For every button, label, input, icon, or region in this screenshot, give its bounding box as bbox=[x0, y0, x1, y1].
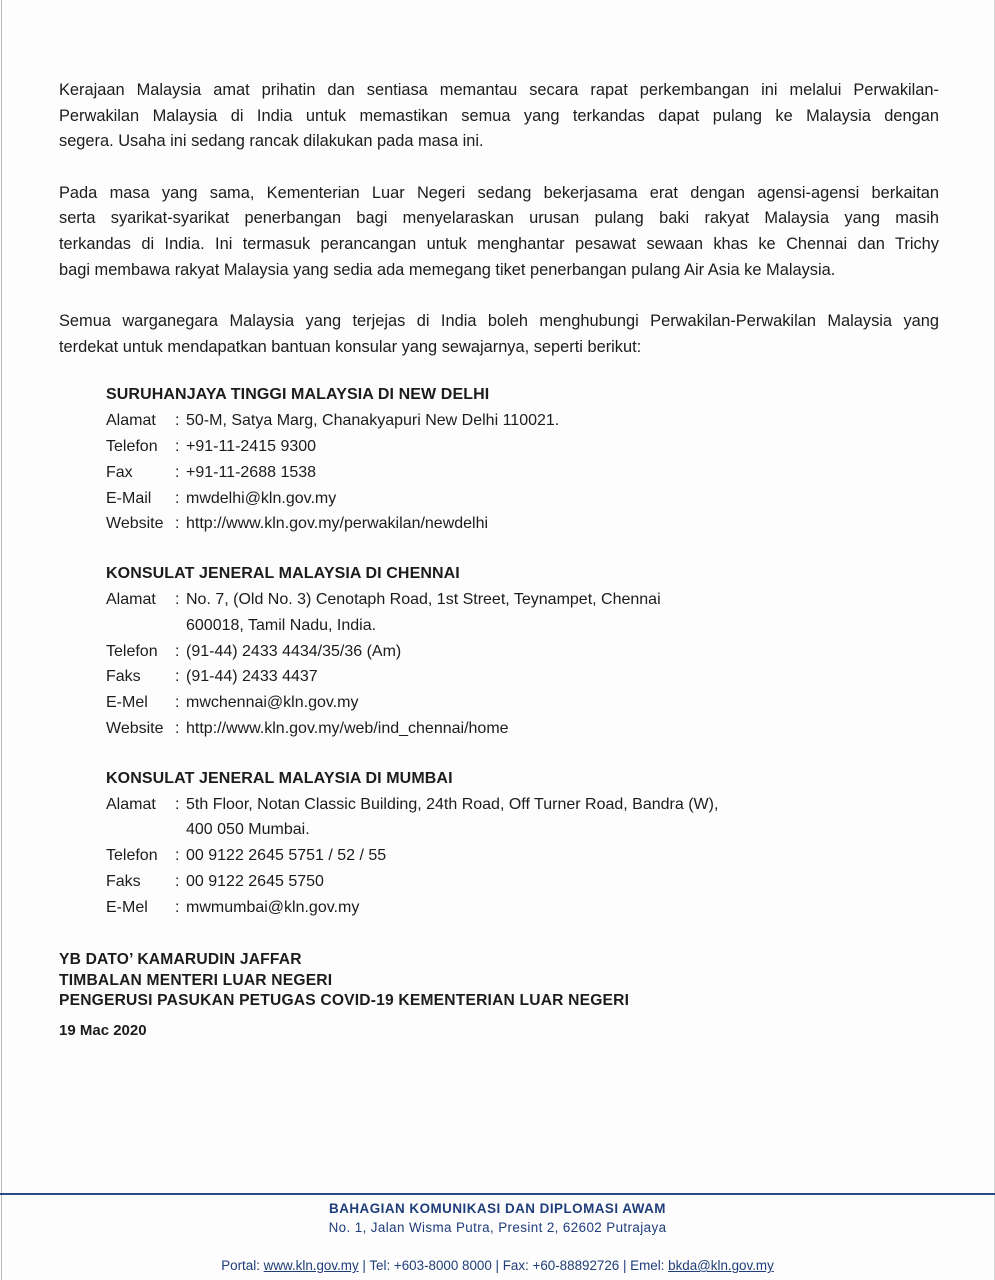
contact-key: Telefon bbox=[106, 642, 158, 660]
office-new-delhi bbox=[106, 382, 939, 537]
contact-value: (91-44) 2433 4434/35/36 (Am) bbox=[186, 642, 402, 660]
signatory-role: PENGERUSI PASUKAN PETUGAS COVID-19 KEMENTERIAN LUAR NEGERI bbox=[59, 992, 630, 1010]
contact-value: No. 7, (Old No. 3) Cenotaph Road, 1st Street, Teynampet, Chennai bbox=[186, 590, 661, 608]
office-title: KONSULAT JENERAL MALAYSIA DI MUMBAI bbox=[106, 769, 453, 787]
contact-key: Fax bbox=[106, 463, 133, 481]
paragraph-1 bbox=[59, 78, 939, 155]
contact-key bbox=[106, 817, 175, 843]
contact-value: mwmumbai@kln.gov.my bbox=[186, 898, 360, 916]
footer-phone-fax: | Tel: +603-8000 8000 | Fax: +60-88892726 | Emel: bbox=[362, 1258, 665, 1273]
contact-row-website: Website : http://www.kln.gov.my/perwakilan/newdelhi bbox=[106, 511, 939, 537]
contact-value: (91-44) 2433 4437 bbox=[186, 668, 318, 686]
contact-value: http://www.kln.gov.my/web/ind_chennai/home bbox=[186, 719, 509, 737]
contact-value: +91-11-2415 9300 bbox=[186, 437, 317, 455]
contact-row-address: Alamat : 5th Floor, Notan Classic Building, 24th Road, Off Turner Road, Bandra (W), bbox=[106, 792, 939, 818]
contact-key bbox=[106, 613, 175, 639]
contact-key: E-Mail bbox=[106, 489, 152, 507]
contact-key: Alamat bbox=[106, 412, 156, 430]
contact-key: E-Mel bbox=[106, 898, 148, 916]
contact-row-address-cont bbox=[106, 613, 939, 639]
contact-value: http://www.kln.gov.my/perwakilan/newdelhi bbox=[186, 515, 489, 533]
signatory-name: YB DATO’ KAMARUDIN JAFFAR bbox=[59, 951, 302, 969]
paragraph-line: Kerajaan Malaysia amat prihatin dan sentiasa memantau secara rapat perkembangan ini melalui Perwakilan- bbox=[59, 81, 939, 99]
paragraph-line: Pada masa yang sama, Kementerian Luar Negeri sedang bekerjasama erat dengan agensi-agensi berkaitan bbox=[59, 183, 939, 202]
contact-value: +91-11-2688 1538 bbox=[186, 463, 317, 481]
document-body bbox=[59, 78, 939, 1039]
paragraph-line: Perwakilan Malaysia di India untuk memastikan semua yang terkandas dapat pulang ke Malaysia dengan bbox=[59, 106, 939, 125]
contact-key: Alamat bbox=[106, 590, 156, 608]
office-mumbai bbox=[106, 766, 939, 921]
contact-row-address: Alamat : 50-M, Satya Marg, Chanakyapuri New Delhi 110021. bbox=[106, 408, 939, 434]
page-left-edge bbox=[1, 0, 2, 1280]
contact-key: Website bbox=[106, 719, 164, 737]
contact-row-address: Alamat : No. 7, (Old No. 3) Cenotaph Road, 1st Street, Teynampet, Chennai bbox=[106, 587, 939, 613]
paragraph-line: segera. Usaha ini sedang rancak dilakukan pada masa ini. bbox=[59, 132, 484, 151]
paragraph-line: bagi membawa rakyat Malaysia yang sedia ada memegang tiket penerbangan pulang Air Asia ke Malaysia. bbox=[59, 260, 836, 279]
contact-row-email: E-Mail : mwdelhi@kln.gov.my bbox=[106, 486, 939, 512]
contact-row-email: E-Mel : mwchennai@kln.gov.my bbox=[106, 690, 939, 716]
footer-address: No. 1, Jalan Wisma Putra, Presint 2, 62602 Putrajaya bbox=[328, 1220, 667, 1235]
contact-value: 00 9122 2645 5750 bbox=[186, 872, 324, 890]
paragraph-line: Semua warganegara Malaysia yang terjejas di India boleh menghubungi Perwakilan-Perwakilan Malaysia yang bbox=[59, 312, 939, 331]
contact-row-address-cont bbox=[106, 817, 939, 843]
paragraph-2 bbox=[59, 181, 939, 283]
contact-value: mwdelhi@kln.gov.my bbox=[186, 489, 337, 507]
contact-row-fax: Faks : 00 9122 2645 5750 bbox=[106, 869, 939, 895]
footer-divider bbox=[0, 1193, 995, 1195]
contact-key: Faks bbox=[106, 872, 141, 890]
document-date: 19 Mac 2020 bbox=[59, 1021, 147, 1039]
portal-link[interactable]: www.kln.gov.my bbox=[263, 1258, 359, 1273]
contact-key: Website bbox=[106, 515, 164, 533]
contact-row-phone: Telefon : +91-11-2415 9300 bbox=[106, 434, 939, 460]
contact-value: 00 9122 2645 5751 / 52 / 55 bbox=[186, 847, 387, 865]
office-title: SURUHANJAYA TINGGI MALAYSIA DI NEW DELHI bbox=[106, 386, 490, 404]
paragraph-line: terkandas di India. Ini termasuk perancangan untuk menghantar pesawat sewaan khas ke Chennai dan Trichy bbox=[59, 234, 939, 253]
contact-key: Faks bbox=[106, 668, 141, 686]
contact-row-website: Website : http://www.kln.gov.my/web/ind_chennai/home bbox=[106, 716, 939, 742]
paragraph-line: serta syarikat-syarikat penerbangan bagi menyelaraskan urusan pulang baki rakyat Malaysia yang masih bbox=[59, 209, 939, 228]
contact-value: 600018, Tamil Nadu, India. bbox=[186, 616, 377, 634]
contact-value: mwchennai@kln.gov.my bbox=[186, 694, 359, 712]
contact-key: Alamat bbox=[106, 795, 156, 813]
contact-value: 400 050 Mumbai. bbox=[186, 821, 310, 839]
contact-key: Telefon bbox=[106, 847, 158, 865]
office-title: KONSULAT JENERAL MALAYSIA DI CHENNAI bbox=[106, 565, 460, 583]
contact-row-fax: Faks : (91-44) 2433 4437 bbox=[106, 664, 939, 690]
portal-label: Portal: bbox=[221, 1258, 260, 1273]
footer bbox=[0, 1200, 995, 1275]
contact-key: E-Mel bbox=[106, 694, 148, 712]
contact-row-fax: Fax : +91-11-2688 1538 bbox=[106, 460, 939, 486]
contact-row-email: E-Mel : mwmumbai@kln.gov.my bbox=[106, 895, 939, 921]
office-chennai bbox=[106, 561, 939, 742]
contact-key: Telefon bbox=[106, 437, 158, 455]
signatory-role: TIMBALAN MENTERI LUAR NEGERI bbox=[59, 971, 333, 989]
contact-value: 5th Floor, Notan Classic Building, 24th Road, Off Turner Road, Bandra (W), bbox=[186, 795, 719, 813]
contact-row-phone: Telefon : (91-44) 2433 4434/35/36 (Am) bbox=[106, 639, 939, 665]
contact-value: 50-M, Satya Marg, Chanakyapuri New Delhi 110021. bbox=[186, 412, 560, 430]
email-link[interactable]: bkda@kln.gov.my bbox=[668, 1258, 774, 1273]
contact-row-phone: Telefon : 00 9122 2645 5751 / 52 / 55 bbox=[106, 843, 939, 869]
footer-contacts bbox=[0, 1256, 995, 1275]
footer-department: BAHAGIAN KOMUNIKASI DAN DIPLOMASI AWAM bbox=[329, 1201, 666, 1216]
paragraph-3 bbox=[59, 309, 939, 360]
paragraph-line: terdekat untuk mendapatkan bantuan konsular yang sewajarnya, seperti berikut: bbox=[59, 337, 642, 356]
signature-block bbox=[59, 950, 939, 1012]
